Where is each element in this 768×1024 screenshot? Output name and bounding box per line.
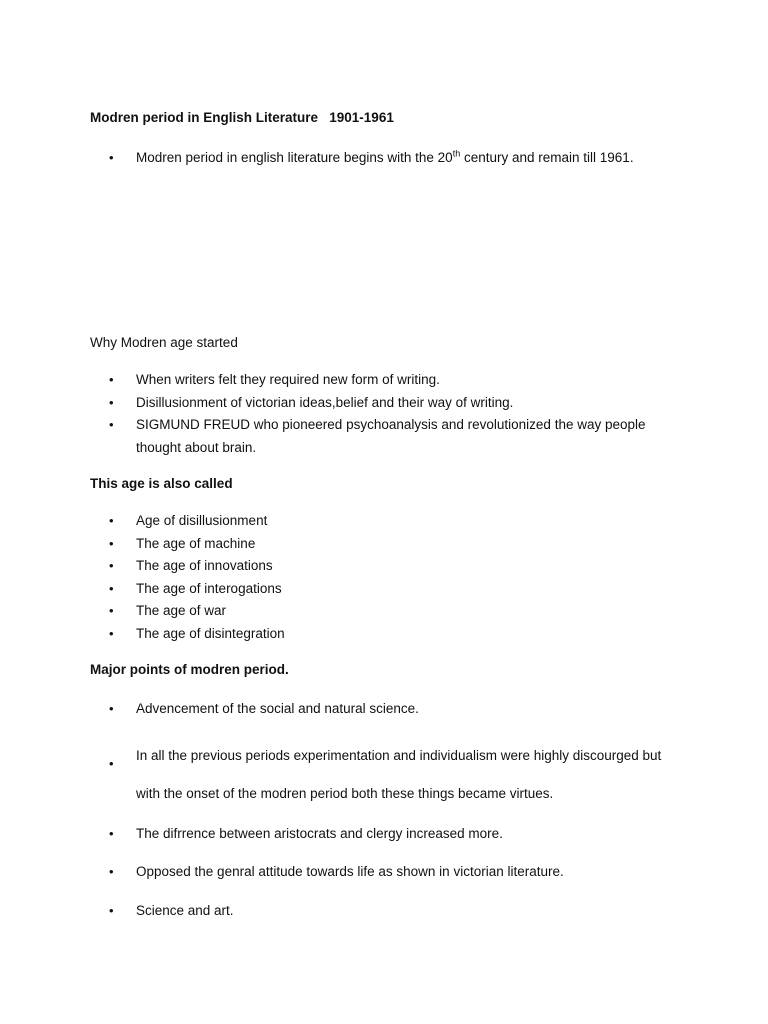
list-item-text: The age of disintegration [136,625,285,641]
list-item [0,369,676,392]
list-item-text: Advencement of the social and natural science. [136,701,419,716]
list-item [0,414,676,459]
bullet-icon: • [109,902,114,918]
list-item [0,900,676,923]
list-item [0,737,676,814]
list-item-text: SIGMUND FREUD who pioneered psychoanalysis and revolutionized the way people thought about brain. [136,417,646,455]
list-item [0,698,676,721]
list-item [0,861,676,884]
bullet-icon: • [109,825,114,841]
list-item-text: When writers felt they required new form of writing. [136,372,440,387]
list-item-text: Disillusionment of victorian ideas,belief and their way of writing. [136,394,514,410]
list-item [0,578,676,601]
called-heading: This age is also called [90,476,233,491]
list-item [0,623,676,646]
list-item-text: Science and art. [136,902,234,918]
bullet-icon: • [109,625,114,641]
document-title: Modren period in English Literature 1901-1961 [90,110,394,125]
why-list [0,369,676,459]
list-item [0,533,676,556]
major-list [0,698,676,922]
why-heading: Why Modren age started [90,335,238,350]
bullet-icon: • [109,513,114,528]
list-item [0,600,676,623]
bullet-icon: • [109,701,114,716]
bullet-icon: • [109,150,114,165]
list-item-text: The age of interogations [136,580,282,596]
list-item [0,555,676,578]
list-item-text: The age of machine [136,535,256,551]
list-item-text: Age of disillusionment [136,513,268,528]
bullet-icon: • [109,755,114,771]
list-item-text: Opposed the genral attitude towards life as shown in victorian literature. [136,864,564,879]
bullet-icon: • [109,580,114,596]
list-item-text: The age of war [136,603,227,618]
bullet-icon: • [109,372,114,387]
major-heading: Major points of modren period. [90,662,289,677]
called-list [0,510,676,645]
intro-list [0,147,676,170]
list-item [0,510,676,533]
bullet-icon: • [109,603,114,618]
list-item-text: In all the previous periods experimentation and individualism were highly discourged but with the onset of the modren period both these things became virtues. [136,747,662,801]
list-item [0,147,676,170]
intro-text: Modren period in english literature begins with the 20th century and remain till 1961. [136,148,634,165]
bullet-icon: • [109,417,114,432]
superscript: th [452,148,461,159]
list-item [0,392,676,415]
bullet-icon: • [109,394,114,410]
bullet-icon: • [109,864,114,879]
bullet-icon: • [109,535,114,551]
list-item [0,823,676,846]
list-item-text: The difrrence between aristocrats and clergy increased more. [136,825,503,841]
list-item-text: The age of innovations [136,558,273,573]
bullet-icon: • [109,558,114,573]
